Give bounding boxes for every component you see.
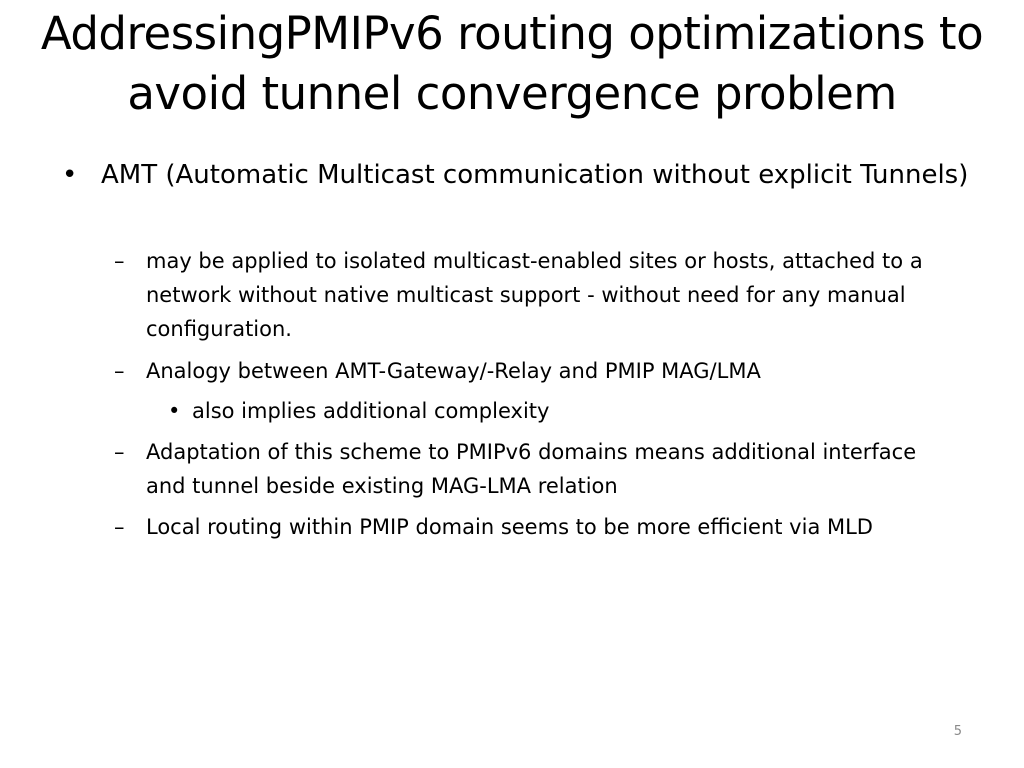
- bullet-dot: •: [168, 399, 181, 423]
- slide-number: 5: [953, 724, 962, 739]
- bullet-dash: –: [114, 440, 125, 464]
- bullet-amt: AMT (Automatic Multicast communication without explicit Tunnels): [101, 160, 969, 190]
- bullet-dot: •: [62, 160, 78, 190]
- sub-sub-bullet-complexity: also implies additional complexity: [192, 399, 550, 423]
- sub-bullet-adaptation: Adaptation of this scheme to PMIPv6 domains means additional interface and tunnel beside existing MAG-LMA relation: [146, 440, 917, 498]
- sub-bullet-local-routing: Local routing within PMIP domain seems to be more efficient via MLD: [146, 515, 873, 539]
- sub-bullet-analogy: Analogy between AMT-Gateway/-Relay and PMIP MAG/LMA: [146, 359, 761, 383]
- bullet-dash: –: [114, 249, 125, 273]
- sub-bullet-isolated-sites: may be applied to isolated multicast-enabled sites or hosts, attached to a network without native multicast support - without need for any manual configuration.: [146, 249, 923, 341]
- bullet-dash: –: [114, 359, 125, 383]
- slide-title: AddressingPMIPv6 routing optimizations to avoid tunnel convergence problem: [40, 7, 984, 120]
- bullet-dash: –: [114, 515, 125, 539]
